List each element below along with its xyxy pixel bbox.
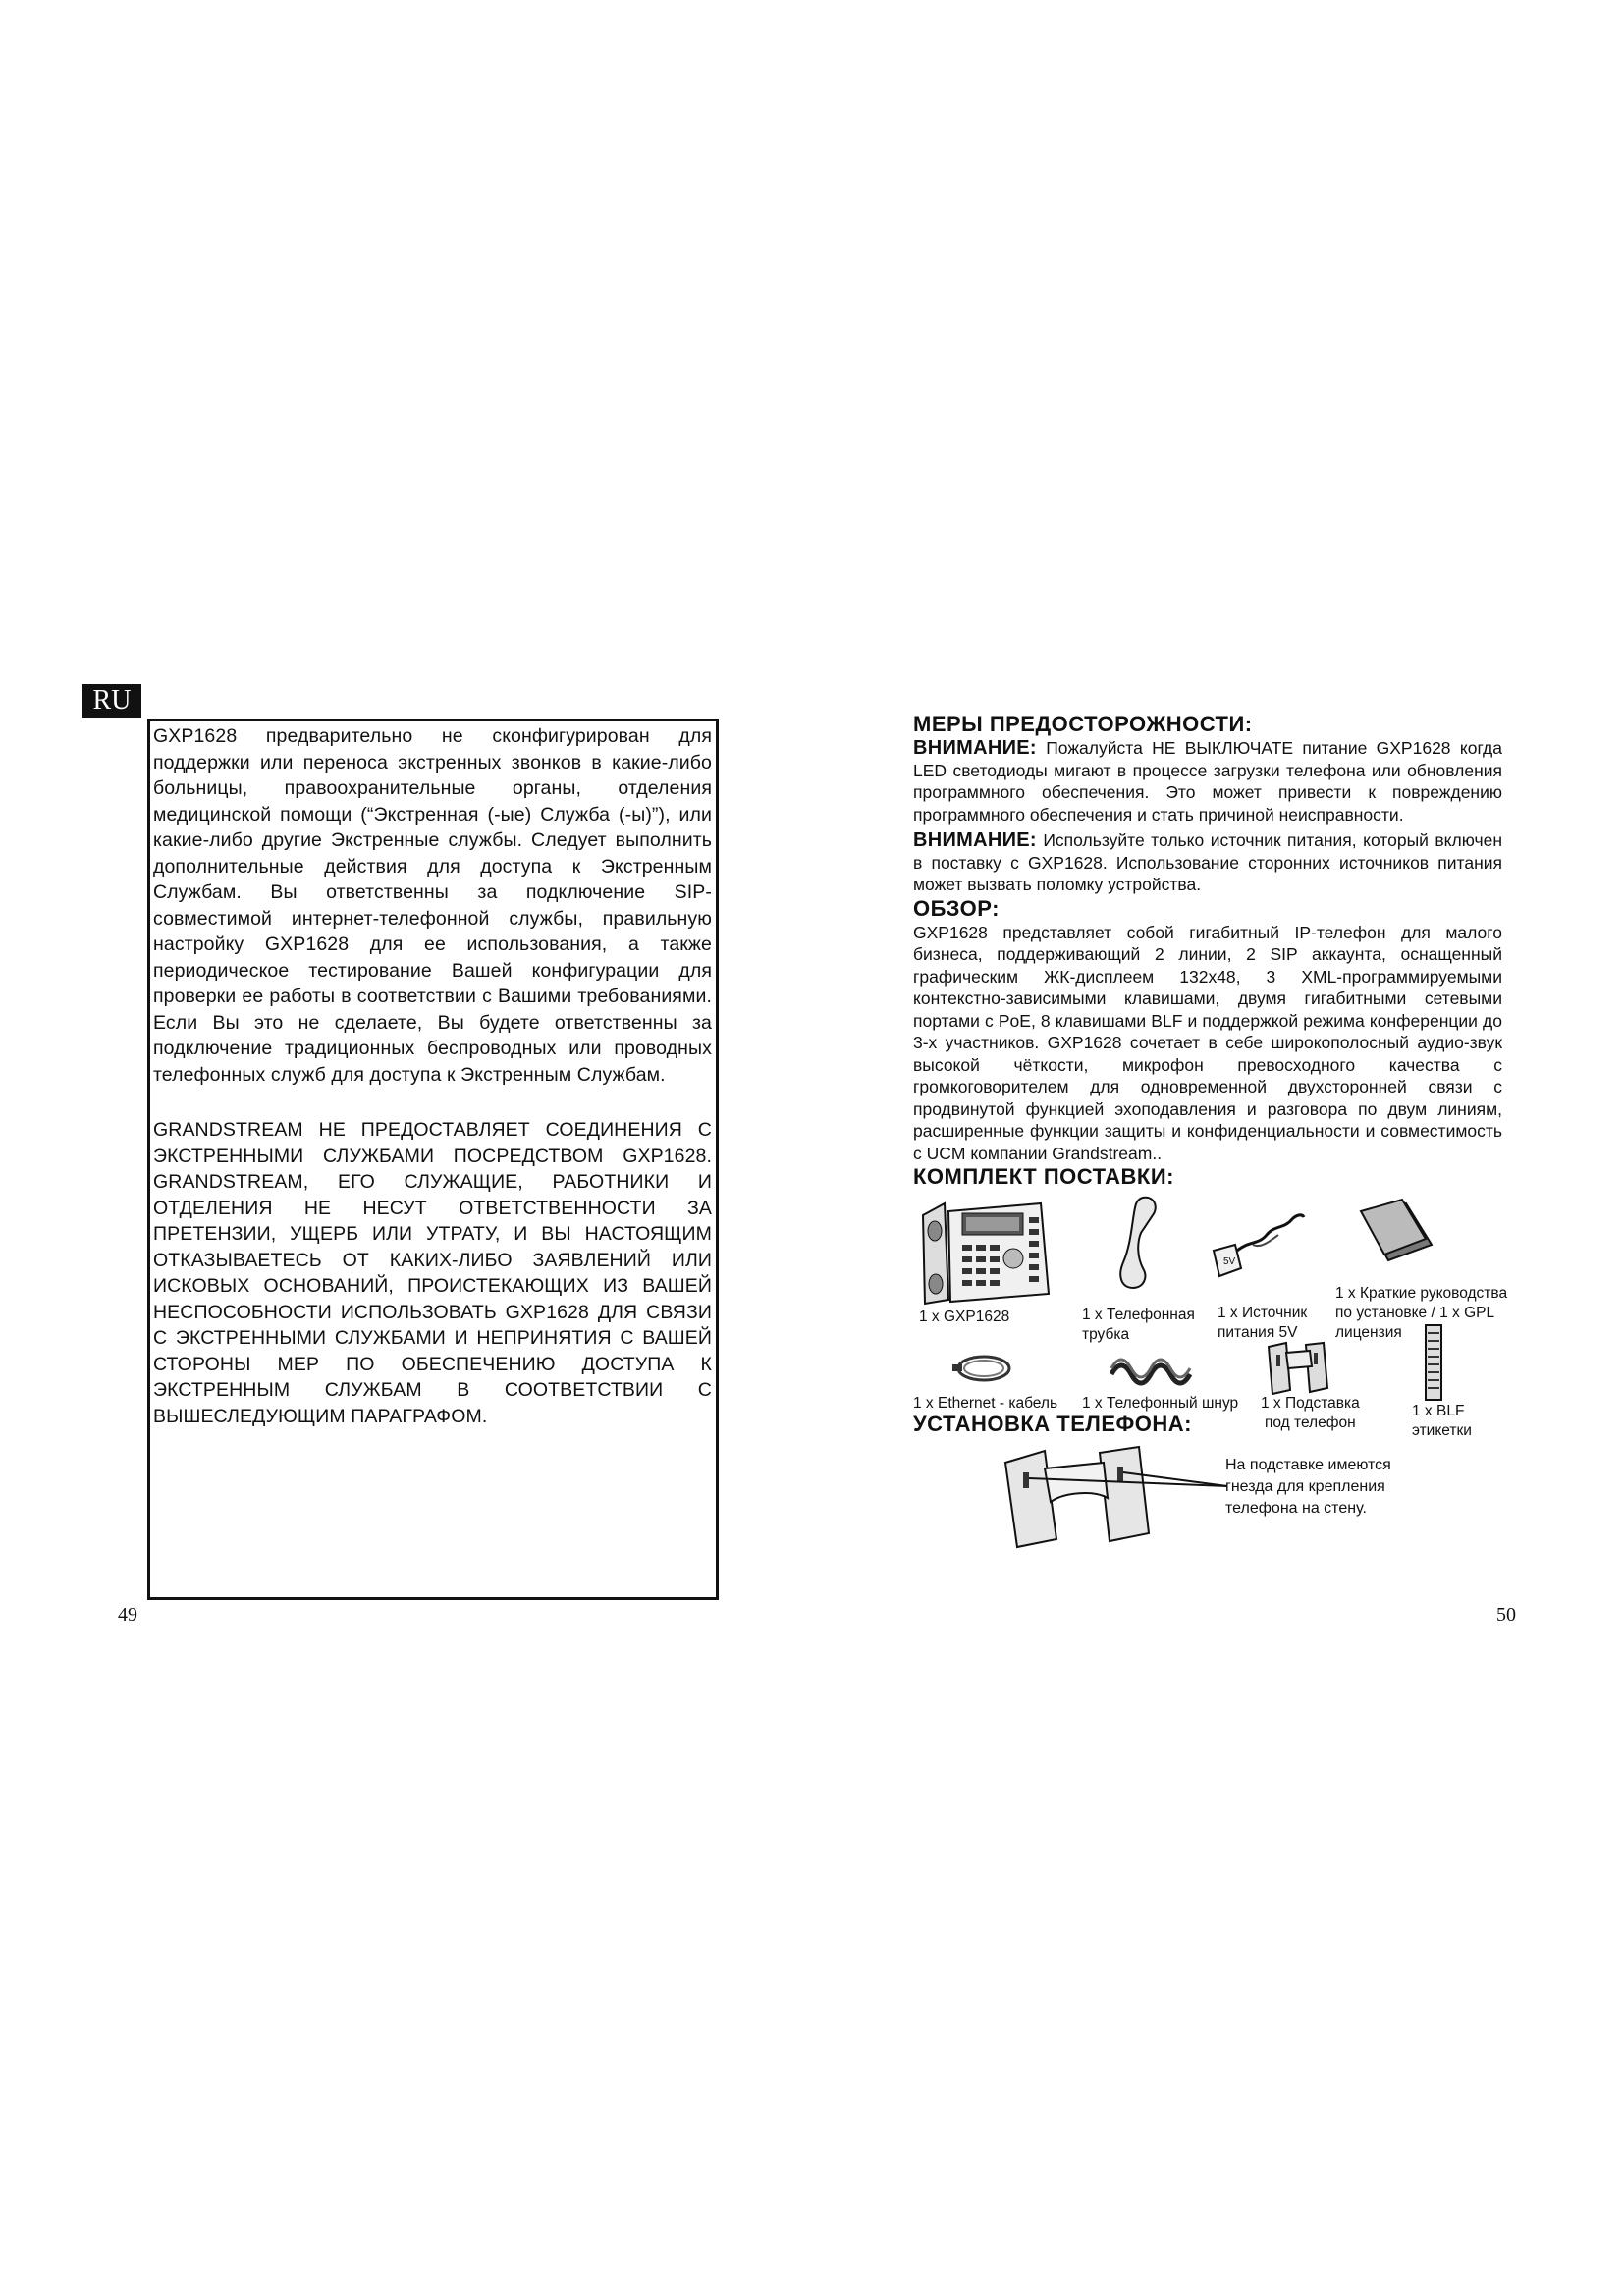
blf-caption-line1: 1 x BLF (1412, 1403, 1465, 1419)
caution-2 (913, 829, 1502, 896)
handset-caption-line1: 1 x Телефонная (1082, 1307, 1195, 1323)
overview-text: GXP1628 представляет собой гигабитный IP-телефон для малого бизнеса, поддерживающий 2 линии, 2 SIP аккаунта, оснащенный графическим ЖК-дисплеем 132x48, 3 XML-программируемыми контекстно-зависимыми клавишами, двумя гигабитными сетевыми портами с PoE, 8 клавишами BLF и поддержкой режима конференции до 3-х участников. GXP1628 сочетает в себе широкополосный аудио-звук высокой чёткости, микрофон превосходного качества с громкоговорителем для одновременной двухсторонней связи с продвинутой функцией эхоподавления и разговора по двум линиям, расширенные функции защиты и конфиденциальности и совместимость с UCM компании Grandstream.. (913, 922, 1502, 1163)
stand-caption (1261, 1394, 1360, 1433)
cord-caption: 1 x Телефонный шнур (1082, 1395, 1239, 1412)
stand-caption-line2: под телефон (1265, 1415, 1356, 1431)
guide-caption-line3: лицензия (1335, 1324, 1402, 1341)
power-caption-line1: 1 x Источник (1218, 1305, 1308, 1321)
handset-image (1113, 1194, 1163, 1292)
kit-heading: КОМПЛЕКТ ПОСТАВКИ: (913, 1164, 1174, 1189)
blf-caption-line2: этикетки (1412, 1422, 1472, 1439)
svg-text:5V: 5V (1223, 1256, 1236, 1267)
handset-caption-line2: трубка (1082, 1326, 1130, 1343)
phone-image (915, 1198, 1053, 1308)
install-heading: УСТАНОВКА ТЕЛЕФОНА: (913, 1412, 1192, 1436)
precautions-heading: МЕРЫ ПРЕДОСТОРОЖНОСТИ: (913, 712, 1253, 736)
emergency-paragraph: GXP1628 предварительно не сконфигурирован для поддержки или переноса экстренных звонков в какие-либо больницы, правоохранительные органы, отделения медицинской помощи (“Экстренная (-ые) Служба (-ы)”), или какие-либо другие Экстренные службы. Следует выполнить дополнительные действия для доступа к Экстренным Службам. Вы ответственны за подключение SIP-совместимой интернет-телефонной службы, правильную настройку GXP1628 для ее использования, а также периодическое тестирование Вашей конфигурации для проверки ее работы в соответствии с Вашими требованиями. Если Вы это не сделаете, Вы будете ответственны за подключение традиционных беспроводных или проводных телефонных служб для доступа к Экстренным Службам. (153, 725, 712, 1086)
power-caption-line2: питания 5V (1218, 1324, 1298, 1341)
right-page-content (913, 712, 1508, 1565)
caution-1-text: Пожалуйста НЕ ВЫКЛЮЧАТЕ питание GXP1628 когда LED светодиоды мигают в процессе загрузки телефона или обновления программного обеспечения. Это может привести к повреждению программного обеспечения и стать причиной неисправности. (913, 738, 1502, 825)
install-note: На подставке имеются гнезда для крепления телефона на стену. (1225, 1457, 1391, 1517)
blf-label-image (1422, 1323, 1445, 1402)
caution-1-label: ВНИМАНИЕ: (913, 737, 1037, 759)
overview-heading: ОБЗОР: (913, 895, 1000, 921)
caution-1 (913, 737, 1502, 826)
phone-caption: 1 x GXP1628 (919, 1308, 1010, 1325)
phone-cord-image (1106, 1349, 1194, 1394)
wall-mount-stand-image (996, 1443, 1231, 1551)
page-number-left: 49 (118, 1604, 137, 1626)
stand-caption-line1: 1 x Подставка (1261, 1395, 1360, 1412)
install-section (913, 1437, 1502, 1565)
caution-2-label: ВНИМАНИЕ: (913, 829, 1037, 851)
page-number-right: 50 (1496, 1604, 1516, 1626)
blf-caption (1412, 1402, 1472, 1441)
power-caption (1218, 1304, 1307, 1343)
ethernet-cable-image (952, 1349, 1015, 1388)
kit-contents (913, 1194, 1508, 1439)
handset-caption (1082, 1306, 1195, 1345)
ethernet-caption: 1 x Ethernet - кабель (913, 1395, 1058, 1412)
liability-paragraph: GRANDSTREAM НЕ ПРЕДОСТАВЛЯЕТ СОЕДИНЕНИЯ С ЭКСТРЕННЫМИ СЛУЖБАМИ ПОСРЕДСТВОМ GXP1628. GRANDSTREAM, ЕГО СЛУЖАЩИЕ, РАБОТНИКИ И ОТДЕЛЕНИЯ НЕ НЕСУТ ОТВЕТСТВЕННОСТИ ЗА ПРЕТЕНЗИИ, УЩЕРБ ИЛИ УТРАТУ, И ВЫ НАСТОЯЩИМ ОТКАЗЫВАЕТЕСЬ ОТ КАКИХ-ЛИБО ЗАЯВЛЕНИЙ ИЛИ ИСКОВЫХ ОСНОВАНИЙ, ПРОИСТЕКАЮЩИХ ИЗ ВАШЕЙ НЕСПОСОБНОСТИ ИСПОЛЬЗОВАТЬ GXP1628 ДЛЯ СВЯЗИ С ЭКСТРЕННЫМИ СЛУЖБАМИ И НЕПРИНЯТИЯ С ВАШЕЙ СТОРОНЫ МЕР ПО ОБЕСПЕЧЕНИЮ ДОСТУПА К ЭКСТРЕННЫМ СЛУЖБАМ В СООТВЕТСТВИИ С ВЫШЕСЛЕДУЮЩИМ ПАРАГРАФОМ. (153, 1119, 712, 1427)
phone-stand-image (1263, 1341, 1331, 1396)
language-badge: RU (82, 684, 141, 718)
quick-guide-image (1359, 1198, 1437, 1268)
power-adapter-image (1210, 1205, 1308, 1284)
caution-2-text: Используйте только источник питания, который включен в поставку с GXP1628. Использование сторонних источников питания может вызвать поломку устройства. (913, 830, 1502, 894)
guide-caption-line1: 1 x Краткие руководства (1335, 1285, 1508, 1302)
emergency-notice-box (147, 719, 719, 1600)
guide-caption-line2: по установке / 1 x GPL (1335, 1305, 1495, 1321)
